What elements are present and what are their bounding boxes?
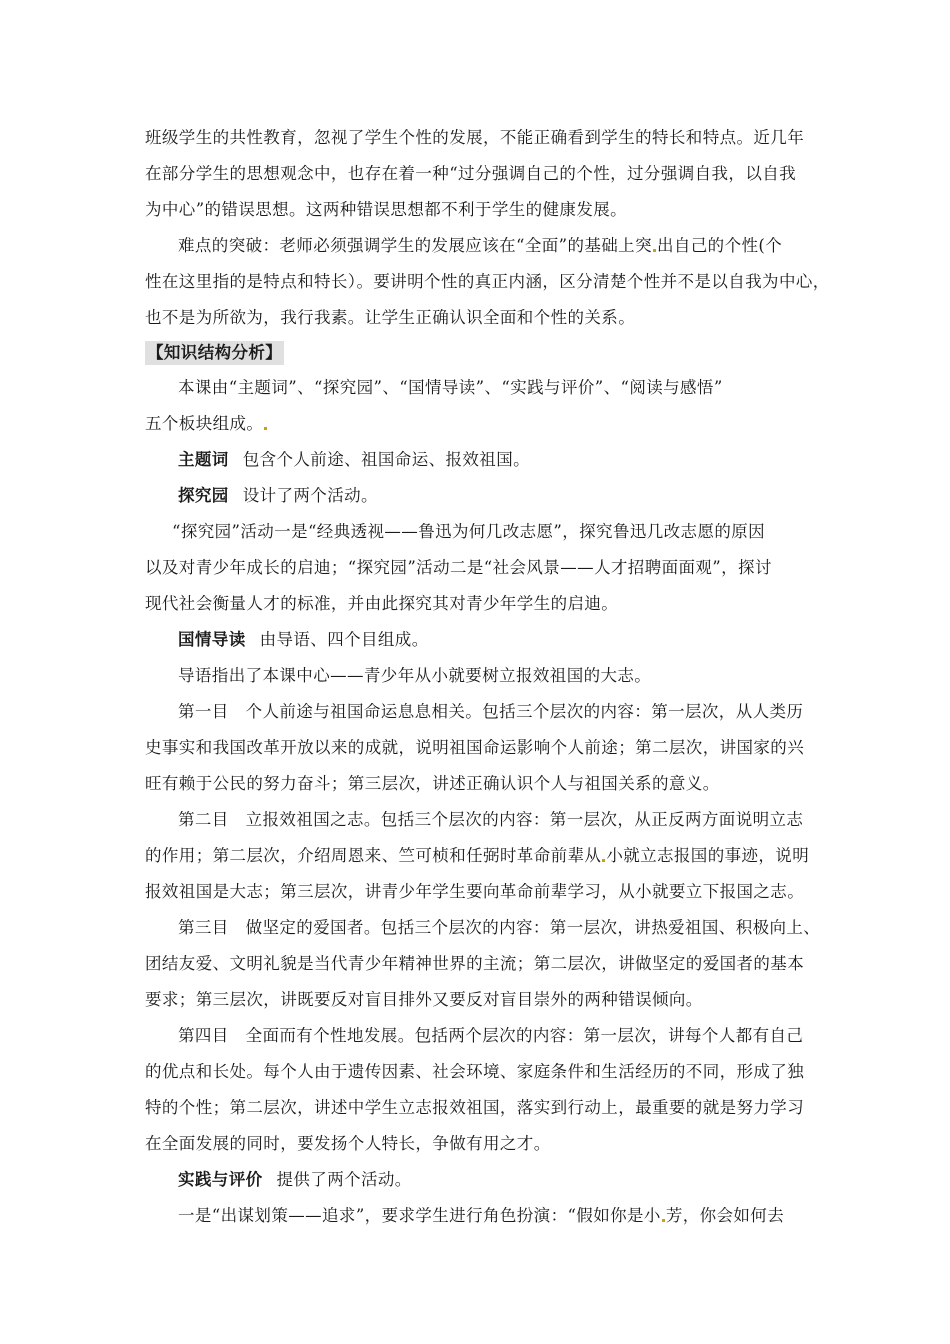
- paragraph-line: 第一目 个人前途与祖国命运息息相关。包括三个层次的内容：第一层次，从人类历: [178, 702, 804, 721]
- shijian-line: 实践与评价 提供了两个活动。: [178, 1170, 412, 1189]
- paragraph-line: 导语指出了本课中心——青少年从小就要树立报效祖国的大志。: [178, 666, 652, 685]
- paragraph-line: “探究园”活动一是“经典透视——鲁迅为何几改志愿”，探究鲁迅几改志愿的原因: [172, 522, 766, 541]
- guoqing-line: 国情导读 由导语、四个目组成。: [178, 630, 429, 649]
- yellow-mark: [662, 1219, 665, 1222]
- paragraph-line: 史事实和我国改革开放以来的成就，说明祖国命运影响个人前途；第二层次，讲国家的兴: [145, 738, 805, 757]
- paragraph-line: 在全面发展的同时，要发扬个人特长，争做有用之才。: [145, 1134, 551, 1153]
- zhutici-line: 主题词 包含个人前途、祖国命运、报效祖国。: [178, 450, 531, 469]
- paragraph-line: 要求；第三层次，讲既要反对盲目排外又要反对盲目崇外的两种错误倾向。: [145, 990, 703, 1009]
- intro-line: 五个板块组成。: [145, 412, 815, 436]
- paragraph-line: 第四目 全面而有个性地发展。包括两个层次的内容：第一层次，讲每个人都有自己: [178, 1026, 804, 1045]
- paragraph-line: 现代社会衡量人才的标准，并由此探究其对青少年学生的启迪。: [145, 594, 619, 613]
- section-heading: 【知识结构分析】: [145, 341, 284, 365]
- paragraph-line: 班级学生的共性教育，忽视了学生个性的发展，不能正确看到学生的特长和特点。近几年: [145, 128, 805, 147]
- yellow-mark: [602, 859, 605, 862]
- intro-line: 本课由“主题词”、“探究园”、“国情导读”、“实践与评价”、“阅读与感悟”: [178, 378, 723, 397]
- tanjiuyuan-line: 探究园 设计了两个活动。: [178, 486, 378, 505]
- paragraph-line: 第三目 做坚定的爱国者。包括三个层次的内容：第一层次，讲热爱祖国、积极向上、: [178, 918, 821, 937]
- paragraph-line: 性在这里指的是特点和特长）。要讲明个性的真正内涵，区分清楚个性并不是以自我为中心，: [145, 272, 830, 291]
- paragraph-line: 为中心”的错误思想。这两种错误思想都不利于学生的健康发展。: [145, 200, 628, 219]
- paragraph-line: 第二目 立报效祖国之志。包括三个层次的内容：第一层次，从正反两方面说明立志: [178, 810, 804, 829]
- paragraph-line: 的作用；第二层次，介绍周恩来、竺可桢和任弼时革命前辈从 小就立志报国的事迹，说明: [145, 846, 810, 865]
- paragraph-line: 团结友爱、文明礼貌是当代青少年精神世界的主流；第二层次，讲做坚定的爱国者的基本: [145, 954, 805, 973]
- paragraph-line: 报效祖国是大志；第三层次，讲青少年学生要向革命前辈学习，从小就要立下报国之志。: [145, 882, 805, 901]
- paragraph-line: 以及对青少年成长的启迪；“探究园”活动二是“社会风景——人才招聘面面观”，探讨: [145, 558, 772, 577]
- paragraph-line: 的优点和长处。每个人由于遗传因素、社会环境、家庭条件和生活经历的不同，形成了独: [145, 1062, 805, 1081]
- paragraph-line: 在部分学生的思想观念中，也存在着一种“过分强调自己的个性，过分强调自我，以自我: [145, 164, 797, 183]
- paragraph-line: 一是“出谋划策——追求”，要求学生进行角色扮演：“假如你是小 芳，你会如何去: [178, 1206, 785, 1225]
- paragraph-line: 特的个性；第二层次，讲述中学生立志报效祖国，落实到行动上，最重要的就是努力学习: [145, 1098, 805, 1117]
- paragraph-line: 旺有赖于公民的努力奋斗；第三层次，讲述正确认识个人与祖国关系的意义。: [145, 774, 720, 793]
- paragraph-line: 也不是为所欲为，我行我素。让学生正确认识全面和个性的关系。: [145, 308, 636, 327]
- yellow-mark: [264, 427, 267, 430]
- difficulty-line: 难点的突破：老师必须强调学生的发展应该在“全面”的基础上突 出自己的个性(个: [178, 236, 783, 255]
- yellow-mark: [653, 249, 656, 252]
